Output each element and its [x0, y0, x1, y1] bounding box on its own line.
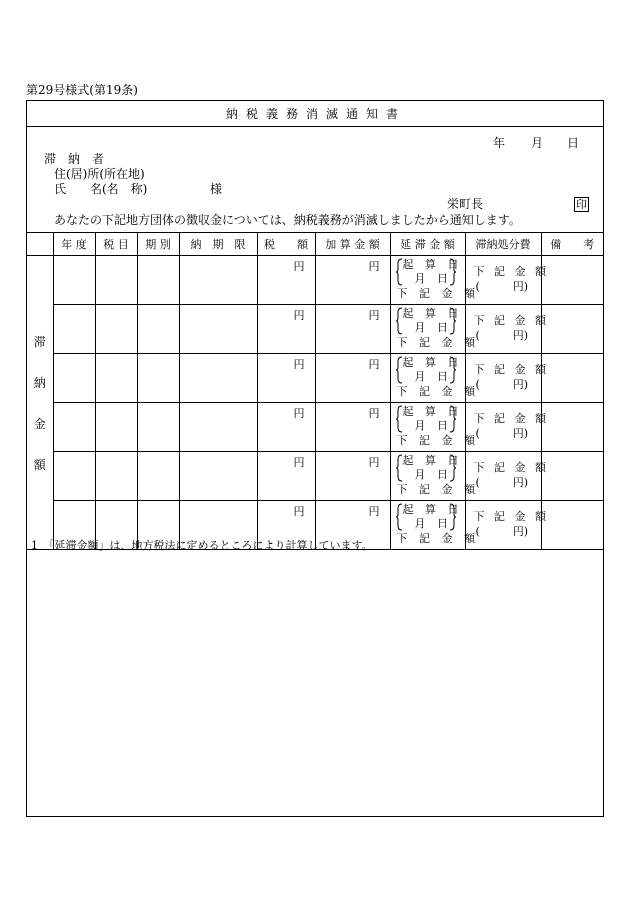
cell-remarks: [541, 305, 603, 354]
date-year: 年: [493, 136, 506, 150]
cell-disposal-fee: [465, 256, 549, 305]
disposal-fee-yen-label: ( 円): [475, 378, 529, 391]
cell-due-date: [179, 305, 257, 354]
cell-disposal-fee: [465, 452, 549, 501]
cell-remarks: [541, 354, 603, 403]
table-row: [27, 305, 603, 354]
late-fee-amount-label: 下 記 金 額: [396, 385, 479, 398]
cell-tax-item: [95, 256, 137, 305]
disposal-fee-amount-label: 下 記 金 額: [473, 314, 549, 327]
cell-tax-amount: [257, 256, 315, 305]
late-fee-month-day-label: 月 日: [414, 370, 452, 383]
late-fee-start-label: 起 算 日: [402, 258, 463, 271]
table-header-row: [27, 233, 603, 256]
disposal-fee-amount-label: 下 記 金 額: [473, 461, 549, 474]
yen-unit: 円: [293, 407, 305, 420]
disposal-fee-amount-label: 下 記 金 額: [473, 363, 549, 376]
table-row: [27, 256, 603, 305]
cell-fiscal-year: [53, 305, 95, 354]
yen-unit: 円: [368, 505, 380, 518]
header-disposal-fee: 滞納処分費: [465, 233, 541, 256]
late-fee-start-label: 起 算 日: [402, 356, 463, 369]
yen-unit: 円: [293, 456, 305, 469]
late-fee-amount-label: 下 記 金 額: [396, 434, 479, 447]
cell-due-date: [179, 403, 257, 452]
cell-period: [137, 452, 179, 501]
cell-late-fee: [390, 452, 479, 501]
header-remarks: 備 考: [541, 233, 603, 256]
late-fee-amount-label: 下 記 金 額: [396, 483, 479, 496]
yen-unit: 円: [293, 505, 305, 518]
form-number-label: 第29号様式(第19条): [26, 83, 138, 97]
late-fee-start-label: 起 算 日: [402, 454, 463, 467]
late-fee-amount-label: 下 記 金 額: [396, 287, 479, 300]
late-fee-month-day-label: 月 日: [414, 272, 452, 285]
header-late-fee: 延 滞 金 額: [390, 233, 465, 256]
header-surcharge: 加 算 金 額: [315, 233, 390, 256]
notice-form: [26, 100, 604, 817]
disposal-fee-yen-label: ( 円): [475, 329, 529, 342]
cell-late-fee: [390, 256, 479, 305]
cell-period: [137, 305, 179, 354]
disposal-fee-yen-label: ( 円): [475, 427, 529, 440]
yen-unit: 円: [368, 407, 380, 420]
cell-tax-item: [95, 354, 137, 403]
title-divider: [27, 126, 603, 127]
cell-remarks: [541, 452, 603, 501]
table-row: [27, 403, 603, 452]
header-tax-item: 税 目: [95, 233, 137, 256]
recipient-address-label: 住(居)所(所在地): [54, 167, 145, 181]
cell-period: [137, 354, 179, 403]
arrears-table: [27, 232, 603, 550]
cell-disposal-fee: [465, 354, 549, 403]
date-day: 日: [567, 136, 580, 150]
recipient-name-label: 氏 名(名 称): [54, 182, 148, 196]
yen-unit: 円: [293, 260, 305, 273]
cell-tax-item: [95, 403, 137, 452]
cell-due-date: [179, 354, 257, 403]
disposal-fee-amount-label: 下 記 金 額: [473, 510, 549, 523]
cell-late-fee: [390, 403, 479, 452]
footnote: 1 「延滞金額」は、地方税法に定めるところにより計算しています。: [31, 539, 373, 552]
disposal-fee-yen-label: ( 円): [475, 280, 529, 293]
header-due-date: 納 期 限: [179, 233, 257, 256]
cell-late-fee: [390, 354, 479, 403]
side-label-char: 額: [33, 457, 46, 472]
cell-fiscal-year: [53, 354, 95, 403]
cell-surcharge: [315, 403, 390, 452]
cell-tax-amount: [257, 305, 315, 354]
recipient-heading: 滞 納 者: [44, 152, 105, 166]
cell-surcharge: [315, 354, 390, 403]
cell-tax-item: [95, 452, 137, 501]
late-fee-amount-label: 下 記 金 額: [396, 532, 479, 545]
late-fee-start-label: 起 算 日: [402, 405, 463, 418]
disposal-fee-amount-label: 下 記 金 額: [473, 412, 549, 425]
form-title: 納税義務消滅通知書: [225, 107, 406, 121]
cell-late-fee: [390, 501, 479, 550]
cell-surcharge: [315, 305, 390, 354]
header-tax-amount: 税 額: [257, 233, 315, 256]
table-row: [27, 354, 603, 403]
cell-remarks: [541, 403, 603, 452]
late-fee-amount-label: 下 記 金 額: [396, 336, 479, 349]
header-period: 期 別: [137, 233, 179, 256]
cell-fiscal-year: [53, 256, 95, 305]
cell-period: [137, 256, 179, 305]
cell-due-date: [179, 256, 257, 305]
side-label-char: 金: [33, 416, 46, 431]
cell-remarks: [541, 256, 603, 305]
late-fee-month-day-label: 月 日: [414, 517, 452, 530]
cell-period: [137, 403, 179, 452]
cell-remarks: [541, 501, 603, 550]
header-fiscal-year: 年 度: [53, 233, 95, 256]
yen-unit: 円: [368, 456, 380, 469]
disposal-fee-amount-label: 下 記 金 額: [473, 265, 549, 278]
late-fee-month-day-label: 月 日: [414, 468, 452, 481]
cell-tax-amount: [257, 354, 315, 403]
issuer-title: 栄町長: [447, 197, 484, 211]
cell-disposal-fee: [465, 305, 549, 354]
official-seal-mark: 印: [576, 198, 587, 211]
cell-tax-item: [95, 305, 137, 354]
notice-text: あなたの下記地方団体の徴収金については、納税義務が消滅しましたから通知します。: [54, 213, 521, 227]
disposal-fee-yen-label: ( 円): [475, 525, 529, 538]
cell-tax-amount: [257, 403, 315, 452]
side-label-char: 納: [33, 375, 46, 390]
header-blank: [27, 233, 53, 256]
arrears-side-label: [27, 256, 53, 550]
late-fee-start-label: 起 算 日: [402, 307, 463, 320]
yen-unit: 円: [293, 309, 305, 322]
date-month: 月: [531, 136, 544, 150]
yen-unit: 円: [368, 260, 380, 273]
cell-due-date: [179, 452, 257, 501]
cell-surcharge: [315, 452, 390, 501]
cell-fiscal-year: [53, 403, 95, 452]
cell-tax-amount: [257, 452, 315, 501]
cell-surcharge: [315, 256, 390, 305]
late-fee-start-label: 起 算 日: [402, 503, 463, 516]
cell-disposal-fee: [465, 403, 549, 452]
side-label-char: 滞: [33, 334, 46, 349]
yen-unit: 円: [368, 309, 380, 322]
late-fee-month-day-label: 月 日: [414, 419, 452, 432]
cell-fiscal-year: [53, 452, 95, 501]
recipient-honorific: 様: [210, 182, 223, 196]
table-row: [27, 452, 603, 501]
yen-unit: 円: [368, 358, 380, 371]
yen-unit: 円: [293, 358, 305, 371]
late-fee-month-day-label: 月 日: [414, 321, 452, 334]
cell-disposal-fee: [465, 501, 549, 550]
disposal-fee-yen-label: ( 円): [475, 476, 529, 489]
cell-late-fee: [390, 305, 479, 354]
